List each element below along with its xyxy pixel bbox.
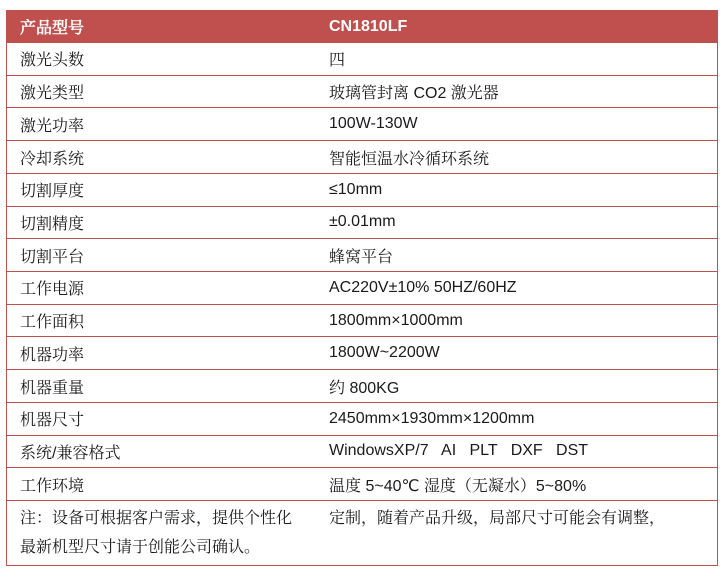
spec-label: 工作电源 [20,281,85,299]
spec-value: 温度 5~40℃ 湿度（无凝水）5~80% [329,477,587,495]
table-row [7,436,717,469]
spec-label: 激光类型 [20,85,85,103]
table-row [7,305,717,338]
spec-label: 切割厚度 [20,183,85,201]
table-row [7,76,717,109]
table-row [7,108,717,141]
table-row [7,239,717,272]
spec-value: WindowsXP/7 AI PLT DXF DST [329,442,589,460]
spec-value: 2450mm×1930mm×1200mm [329,409,535,427]
spec-value: 智能恒温水冷循环系统 [329,150,490,168]
spec-label: 系统/兼容格式 [20,444,121,462]
table-row [7,141,717,174]
header-product-model-label: 产品型号 [20,20,85,37]
table-row [7,370,717,403]
table-row [7,337,717,370]
spec-value: 100W-130W [329,115,418,133]
spec-value: 玻璃管封离 CO2 激光器 [329,85,499,103]
spec-value: 四 [329,52,346,70]
spec-label: 工作环境 [20,477,85,495]
spec-value: 1800W~2200W [329,344,440,362]
note-row [7,501,717,565]
spec-rows [7,43,717,501]
table-row [7,272,717,305]
table-row [7,207,717,240]
header-product-model-value: CN1810LF [329,17,408,35]
spec-value: ±0.01mm [329,213,396,231]
table-row [7,403,717,436]
note-line-1 [20,504,704,533]
spec-label: 机器功率 [20,346,85,364]
product-spec-table [6,10,718,566]
table-header-row [7,10,717,43]
spec-label: 机器重量 [20,379,85,397]
note-line-2: 最新机型尺寸请于创能公司确认。 [20,539,261,556]
spec-label: 冷却系统 [20,150,85,168]
note-line1-right: 定制，随着产品升级，局部尺寸可能会有调整， [329,510,666,527]
table-row [7,43,717,76]
spec-value: 1800mm×1000mm [329,311,463,329]
spec-label: 激光功率 [20,117,85,135]
spec-value: ≤10mm [329,180,383,198]
spec-label: 切割精度 [20,215,85,233]
spec-value: AC220V±10% 50HZ/60HZ [329,278,517,296]
note-line1-left: 注：设备可根据客户需求，提供个性化 [20,510,293,527]
table-row [7,468,717,501]
spec-label: 工作面积 [20,314,85,332]
spec-label: 切割平台 [20,248,85,266]
spec-value: 约 800KG [329,379,400,397]
spec-label: 机器尺寸 [20,412,85,430]
spec-value: 蜂窝平台 [329,248,394,266]
spec-label: 激光头数 [20,52,85,70]
table-row [7,174,717,207]
